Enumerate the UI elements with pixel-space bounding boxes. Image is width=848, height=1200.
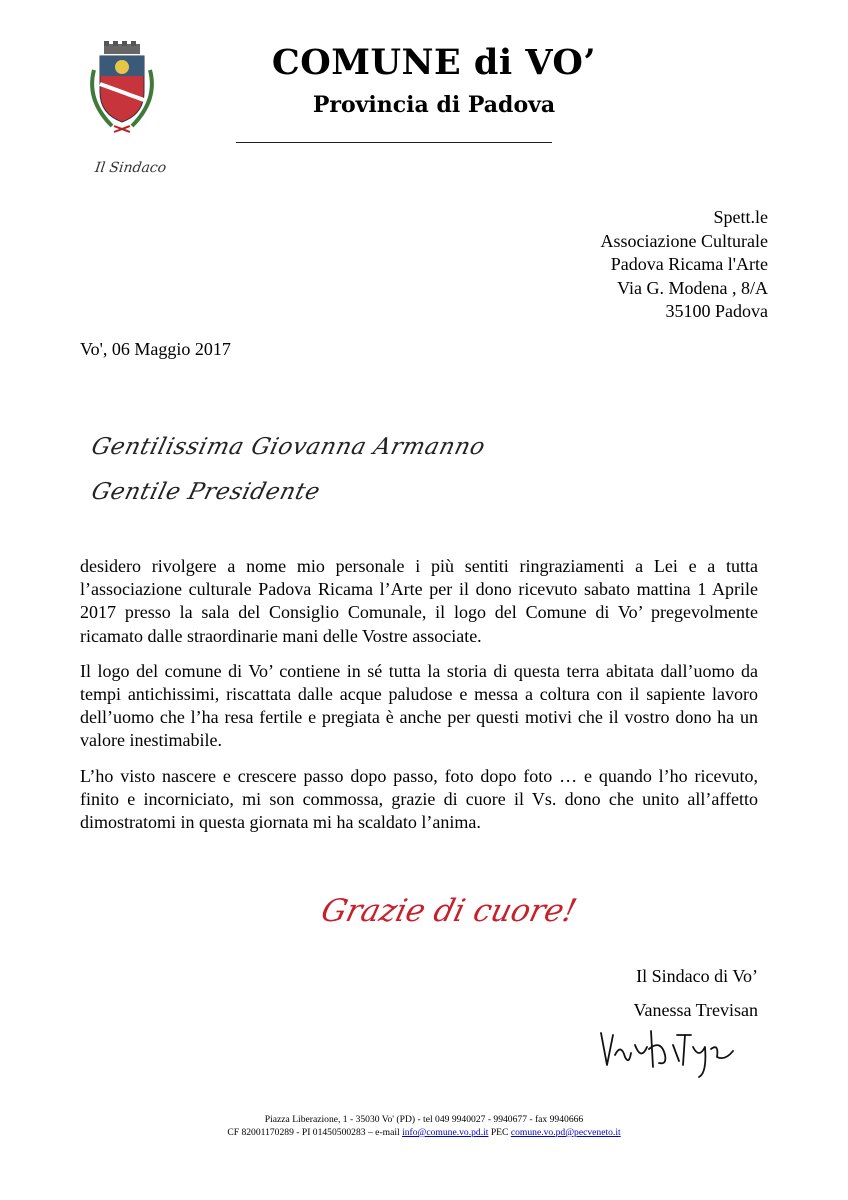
body-paragraph: Il logo del comune di Vo’ contiene in sé tutta la storia di questa terra abitata dall’uomo da tempi antichissimi, riscattata dalle acque paludose e messa a coltura con il sapiente lavoro dell’uomo che l’ha resa fertile e pregiata è anche per questi motivi che il vostro dono ha un valore inestimabile. — [80, 660, 758, 751]
letter-date: Vo', 06 Maggio 2017 — [80, 339, 231, 359]
footer-address: Piazza Liberazione, 1 - 35030 Vo' (PD) - tel 049 9940027 - 9940677 - fax 9940666 — [264, 1114, 584, 1125]
letter-footer — [0, 1113, 848, 1139]
closing-thanks: Grazie di cuore! — [317, 893, 581, 929]
recipient-address — [601, 206, 768, 324]
municipality-title: COMUNE di VO’ — [271, 42, 597, 83]
pec-link[interactable]: comune.vo.pd@pecveneto.it — [510, 1127, 621, 1138]
office-label: Il Sindaco — [93, 160, 168, 176]
body-paragraph: L’ho visto nascere e crescere passo dopo passo, foto dopo foto … e quando l’ho ricevuto, finito e incorniciato, mi son commossa, grazie di cuore il Vs. dono che unito all’affetto dimostratomi in questa giornata mi ha scaldato l’anima. — [80, 765, 758, 833]
greeting-line-1: Gentilissima Giovanna Armanno — [88, 434, 489, 460]
email-link[interactable]: info@comune.vo.pd.it — [402, 1127, 489, 1138]
recipient-line: Spett.le — [713, 207, 768, 227]
province-subtitle: Provincia di Padova — [312, 92, 556, 118]
pec-label: PEC — [488, 1127, 511, 1138]
handwritten-signature-icon — [595, 1025, 745, 1080]
signatory-role: Il Sindaco di Vo’ — [636, 966, 758, 986]
recipient-line: Via G. Modena , 8/A — [617, 277, 768, 298]
greeting-line-2: Gentile Presidente — [88, 479, 323, 505]
recipient-line: Associazione Culturale — [600, 230, 768, 251]
footer-tax-ids: CF 82001170289 - PI 01450500283 – e-mail — [227, 1127, 403, 1138]
recipient-line: 35100 Padova — [665, 301, 768, 322]
signatory-name: Vanessa Trevisan — [633, 1000, 758, 1020]
recipient-line: Padova Ricama l'Arte — [610, 254, 768, 275]
footer-contacts — [0, 1126, 848, 1139]
header-divider — [236, 142, 552, 143]
body-paragraph: desidero rivolgere a nome mio personale i più sentiti ringraziamenti a Lei e a tutta l’associazione culturale Padova Ricama l’Arte per il dono ricevuto sabato mattina 1 Aprile 2017 presso la sala del Consiglio Comunale, il logo del Comune di Vo’ pregevolmente ricamato dalle straordinarie mani delle Vostre associate. — [80, 556, 758, 646]
letter-body — [80, 555, 758, 846]
